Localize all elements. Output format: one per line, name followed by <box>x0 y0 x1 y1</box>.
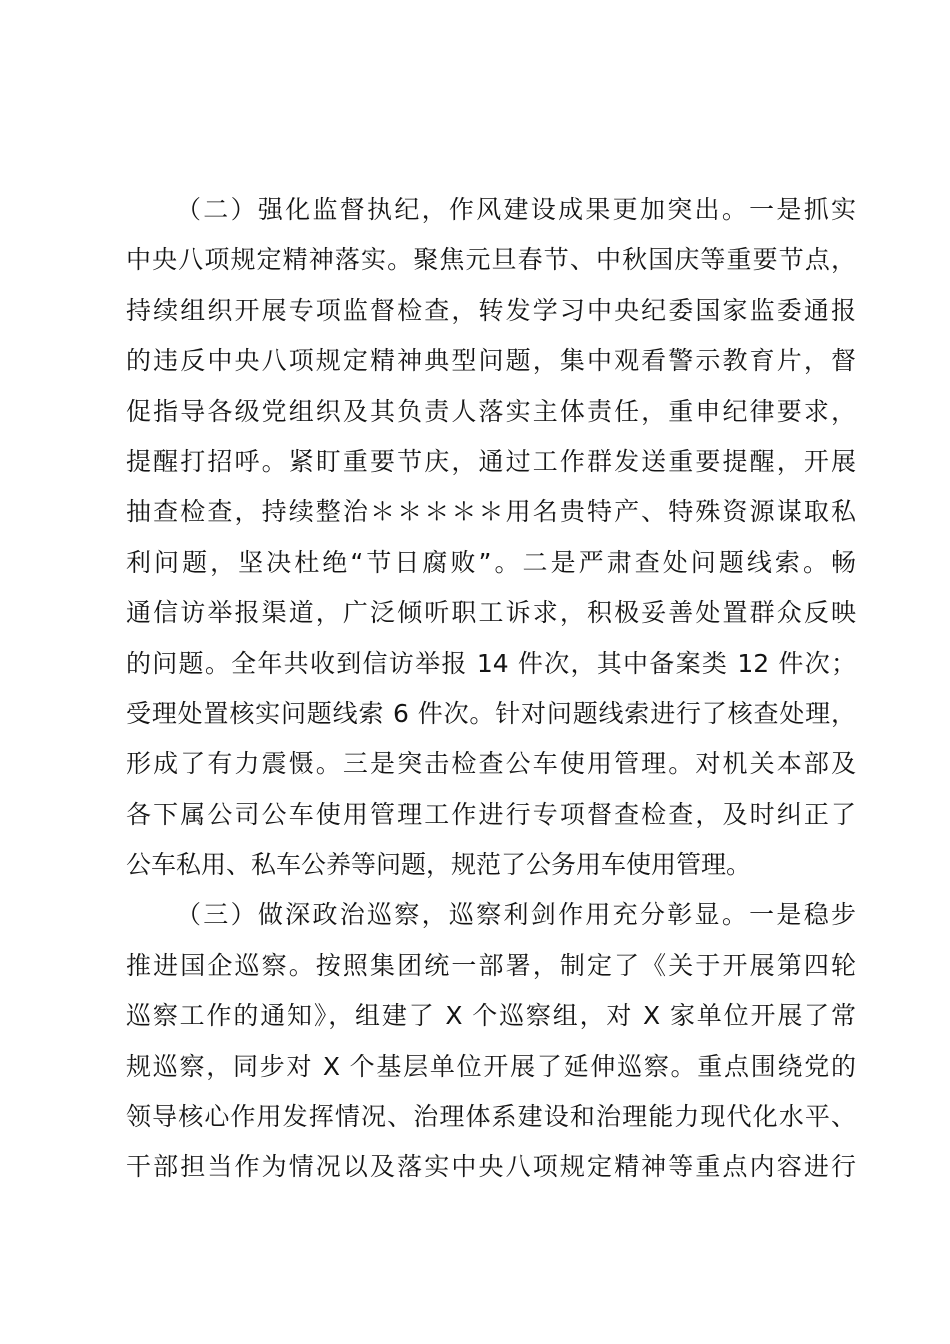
text-line: 巡察工作的通知》，组建了 X 个巡察组，对 X 家单位开展了常 <box>126 1001 856 1031</box>
paragraph-political-inspection <box>126 890 856 1192</box>
text-line: 中央八项规定精神落实。聚焦元旦春节、中秋国庆等重要节点， <box>126 245 856 275</box>
text-line: （三）做深政治巡察，巡察利剑作用充分彰显。一是稳步 <box>176 900 856 930</box>
text-line: 领导核心作用发挥情况、治理体系建设和治理能力现代化水平、 <box>126 1102 856 1132</box>
text-line: 干部担当作为情况以及落实中央八项规定精神等重点内容进行 <box>126 1152 856 1182</box>
text-line: 公车私用、私车公养等问题，规范了公务用车使用管理。 <box>126 850 752 880</box>
text-line: 形成了有力震慑。三是突击检查公车使用管理。对机关本部及 <box>126 749 856 779</box>
text-line: 提醒打招呼。紧盯重要节庆，通过工作群发送重要提醒，开展 <box>126 446 856 476</box>
text-line: 受理处置核实问题线索 6 件次。针对问题线索进行了核查处理， <box>126 698 856 728</box>
text-line: 各下属公司公车使用管理工作进行专项督查检查，及时纠正了 <box>126 799 856 829</box>
text-line: 规巡察，同步对 X 个基层单位开展了延伸巡察。重点围绕党的 <box>126 1051 856 1081</box>
text-line: 通信访举报渠道，广泛倾听职工诉求，积极妥善处置群众反映 <box>126 598 856 628</box>
text-line: （二）强化监督执纪，作风建设成果更加突出。一是抓实 <box>176 195 856 224</box>
text-line: 抽查检查，持续整治＊＊＊＊＊用名贵特产、特殊资源谋取私 <box>126 497 856 527</box>
paragraph-supervision-discipline <box>126 185 856 890</box>
text-line: 的问题。全年共收到信访举报 14 件次，其中备案类 12 件次； <box>126 648 856 678</box>
text-line: 利问题，坚决杜绝“节日腐败”。二是严肃查处问题线索。畅 <box>126 547 856 577</box>
text-line: 持续组织开展专项监督检查，转发学习中央纪委国家监委通报 <box>126 295 856 325</box>
body-text <box>126 185 856 1193</box>
text-line: 促指导各级党组织及其负责人落实主体责任，重申纪律要求， <box>126 396 856 426</box>
text-line: 推进国企巡察。按照集团统一部署，制定了《关于开展第四轮 <box>126 950 856 980</box>
text-line: 的违反中央八项规定精神典型问题，集中观看警示教育片，督 <box>126 346 856 376</box>
